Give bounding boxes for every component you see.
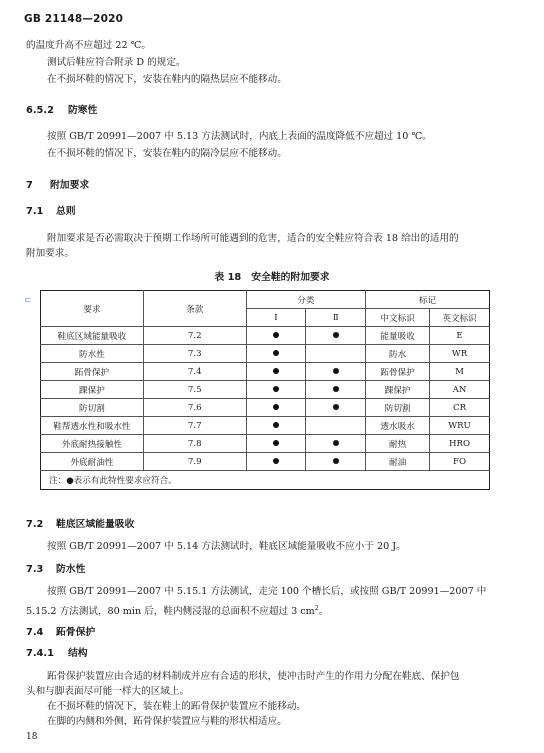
section-title: 跖骨保护 — [56, 627, 96, 638]
cell-english-mark: AN — [430, 381, 490, 399]
paragraph-line: 附加要求。 — [26, 248, 74, 259]
cell-clause: 7.9 — [143, 453, 246, 471]
section-heading-7-3 — [26, 564, 85, 576]
section-heading-7-1 — [26, 206, 76, 218]
page-number: 18 — [26, 732, 38, 742]
table-caption — [0, 269, 544, 283]
required-dot-icon — [333, 440, 339, 446]
cell-class-2 — [306, 435, 366, 453]
cell-requirement: 鞋底区域能量吸收 — [41, 327, 144, 345]
cell-clause: 7.4 — [143, 363, 246, 381]
table-number: 表 18 — [214, 272, 242, 283]
section-title: 结构 — [68, 648, 88, 659]
section-heading-7-2 — [26, 519, 134, 531]
cell-chinese-mark: 防切割 — [366, 399, 430, 417]
cell-chinese-mark: 透水吸水 — [366, 417, 430, 435]
table-row — [41, 399, 490, 417]
table-row — [41, 453, 490, 471]
cell-english-mark: WR — [430, 345, 490, 363]
section-title: 总则 — [56, 206, 76, 217]
required-dot-icon — [273, 404, 279, 410]
section-title: 防水性 — [56, 564, 86, 575]
paragraph-line: 在不损坏鞋的情况下，安装在鞋内的隔热层应不能移动。 — [47, 74, 287, 85]
cell-class-2 — [306, 327, 366, 345]
paragraph-line — [26, 602, 329, 618]
cell-chinese-mark: 耐热 — [366, 435, 430, 453]
required-dot-icon — [333, 332, 339, 338]
section-number: 7.1 — [26, 206, 44, 217]
cell-class-1 — [246, 417, 306, 435]
paragraph-line: 测试后鞋应符合附录 D 的规定。 — [47, 57, 186, 68]
paragraph-line: 在不损坏鞋的情况下，装在鞋上的跖骨保护装置应不能移动。 — [47, 701, 307, 712]
table-row — [41, 345, 490, 363]
required-dot-icon — [333, 404, 339, 410]
section-heading-6-5-2 — [26, 105, 97, 117]
cell-english-mark: CR — [430, 399, 490, 417]
superscript: 2 — [314, 604, 319, 612]
cell-requirement: 鞋帮透水性和吸水性 — [41, 417, 144, 435]
cell-english-mark: FO — [430, 453, 490, 471]
cell-chinese-mark: 耐油 — [366, 453, 430, 471]
table-row — [41, 381, 490, 399]
header-chinese-mark: 中文标识 — [366, 309, 430, 327]
cell-english-mark: WRU — [430, 417, 490, 435]
paragraph-line: 按照 GB/T 20991—2007 中 5.14 方法测试时，鞋底区域能量吸收不应小于 20 J。 — [47, 541, 406, 552]
cell-requirement: 外底耐油性 — [41, 453, 144, 471]
table-row — [41, 435, 490, 453]
required-dot-icon — [333, 368, 339, 374]
required-dot-icon — [273, 332, 279, 338]
cell-class-1 — [246, 327, 306, 345]
table-row — [41, 417, 490, 435]
cell-english-mark: HRO — [430, 435, 490, 453]
cell-class-1 — [246, 345, 306, 363]
cell-class-2 — [306, 345, 366, 363]
text-run: 5.15.2 方法测试，80 min 后，鞋内侧浸湿的总面积不应超过 3 cm — [26, 606, 315, 618]
cell-class-2 — [306, 453, 366, 471]
cell-clause: 7.3 — [143, 345, 246, 363]
text-run: 。 — [318, 606, 329, 618]
cell-class-2 — [306, 417, 366, 435]
cell-clause: 7.2 — [143, 327, 246, 345]
paragraph-line: 在脚的内侧和外侧，跖骨保护装置应与鞋的形状相适应。 — [47, 716, 287, 727]
section-number: 7.2 — [26, 519, 44, 530]
table-row — [41, 363, 490, 381]
section-title: 附加要求 — [50, 180, 90, 191]
paragraph-line: 附加要求是否必需取决于预期工作场所可能遇到的危害，适合的安全鞋应符合表 18 给出的适用的 — [47, 233, 459, 244]
section-number: 7.4.1 — [26, 648, 54, 659]
cell-class-1 — [246, 399, 306, 417]
header-class-1: Ⅰ — [246, 309, 306, 327]
cell-class-2 — [306, 363, 366, 381]
section-heading-7 — [26, 180, 89, 192]
cell-chinese-mark: 跖骨保护 — [366, 363, 430, 381]
cell-class-1 — [246, 453, 306, 471]
required-dot-icon — [333, 386, 339, 392]
cell-chinese-mark: 踝保护 — [366, 381, 430, 399]
cell-requirement: 防水性 — [41, 345, 144, 363]
header-clause: 条款 — [143, 291, 246, 327]
paragraph-line: 按照 GB/T 20991—2007 中 5.15.1 方法测试，走完 100 个槽长后，或按照 GB/T 20991—2007 中 — [47, 586, 487, 597]
cell-clause: 7.6 — [143, 399, 246, 417]
table-body — [41, 327, 490, 471]
required-dot-icon — [273, 350, 279, 356]
cell-clause: 7.5 — [143, 381, 246, 399]
section-title: 防寒性 — [68, 105, 98, 116]
header-classification: 分类 — [246, 291, 366, 309]
cell-class-1 — [246, 381, 306, 399]
required-dot-icon — [273, 386, 279, 392]
additional-requirements-table — [40, 290, 490, 490]
margin-marker-icon: ⊂ — [24, 296, 32, 306]
cell-chinese-mark: 能量吸收 — [366, 327, 430, 345]
cell-requirement: 外底耐热接触性 — [41, 435, 144, 453]
header-marking: 标记 — [366, 291, 490, 309]
cell-clause: 7.8 — [143, 435, 246, 453]
paragraph-line: 头和与脚表面尽可能一样大的区域上。 — [26, 686, 190, 697]
cell-class-2 — [306, 381, 366, 399]
table-title: 安全鞋的附加要求 — [251, 272, 330, 283]
header-english-mark: 英文标识 — [430, 309, 490, 327]
standard-code-header: GB 21148—2020 — [24, 13, 124, 25]
paragraph-line: 的温度升高不应超过 22 ℃。 — [26, 40, 151, 51]
paragraph-line: 按照 GB/T 20991—2007 中 5.13 方法测试时，内底上表面的温度降低不应超过 10 ℃。 — [47, 131, 432, 142]
cell-requirement: 防切割 — [41, 399, 144, 417]
required-dot-icon — [273, 368, 279, 374]
cell-english-mark: M — [430, 363, 490, 381]
cell-requirement: 跖骨保护 — [41, 363, 144, 381]
table-note: 注：●表示有此特性要求应符合。 — [41, 471, 490, 490]
required-dot-icon — [273, 422, 279, 428]
cell-class-1 — [246, 435, 306, 453]
required-dot-icon — [273, 440, 279, 446]
header-class-2: Ⅱ — [306, 309, 366, 327]
section-number: 7.4 — [26, 627, 44, 638]
cell-requirement: 踝保护 — [41, 381, 144, 399]
cell-english-mark: E — [430, 327, 490, 345]
section-number: 6.5.2 — [26, 105, 54, 116]
section-title: 鞋底区域能量吸收 — [56, 519, 135, 530]
cell-chinese-mark: 防水 — [366, 345, 430, 363]
paragraph-line: 在不损坏鞋的情况下，安装在鞋内的隔冷层应不能移动。 — [47, 148, 287, 159]
cell-clause: 7.7 — [143, 417, 246, 435]
paragraph-line: 跖骨保护装置应由合适的材料制成并应有合适的形状，使冲击时产生的作用力分配在鞋底、保护包 — [47, 671, 460, 682]
required-dot-icon — [273, 458, 279, 464]
cell-class-1 — [246, 363, 306, 381]
required-dot-icon — [333, 458, 339, 464]
cell-class-2 — [306, 399, 366, 417]
section-heading-7-4-1 — [26, 648, 88, 660]
header-requirement: 要求 — [41, 291, 144, 327]
section-number: 7.3 — [26, 564, 44, 575]
section-heading-7-4 — [26, 627, 95, 639]
table-row — [41, 327, 490, 345]
section-number: 7 — [26, 180, 33, 191]
